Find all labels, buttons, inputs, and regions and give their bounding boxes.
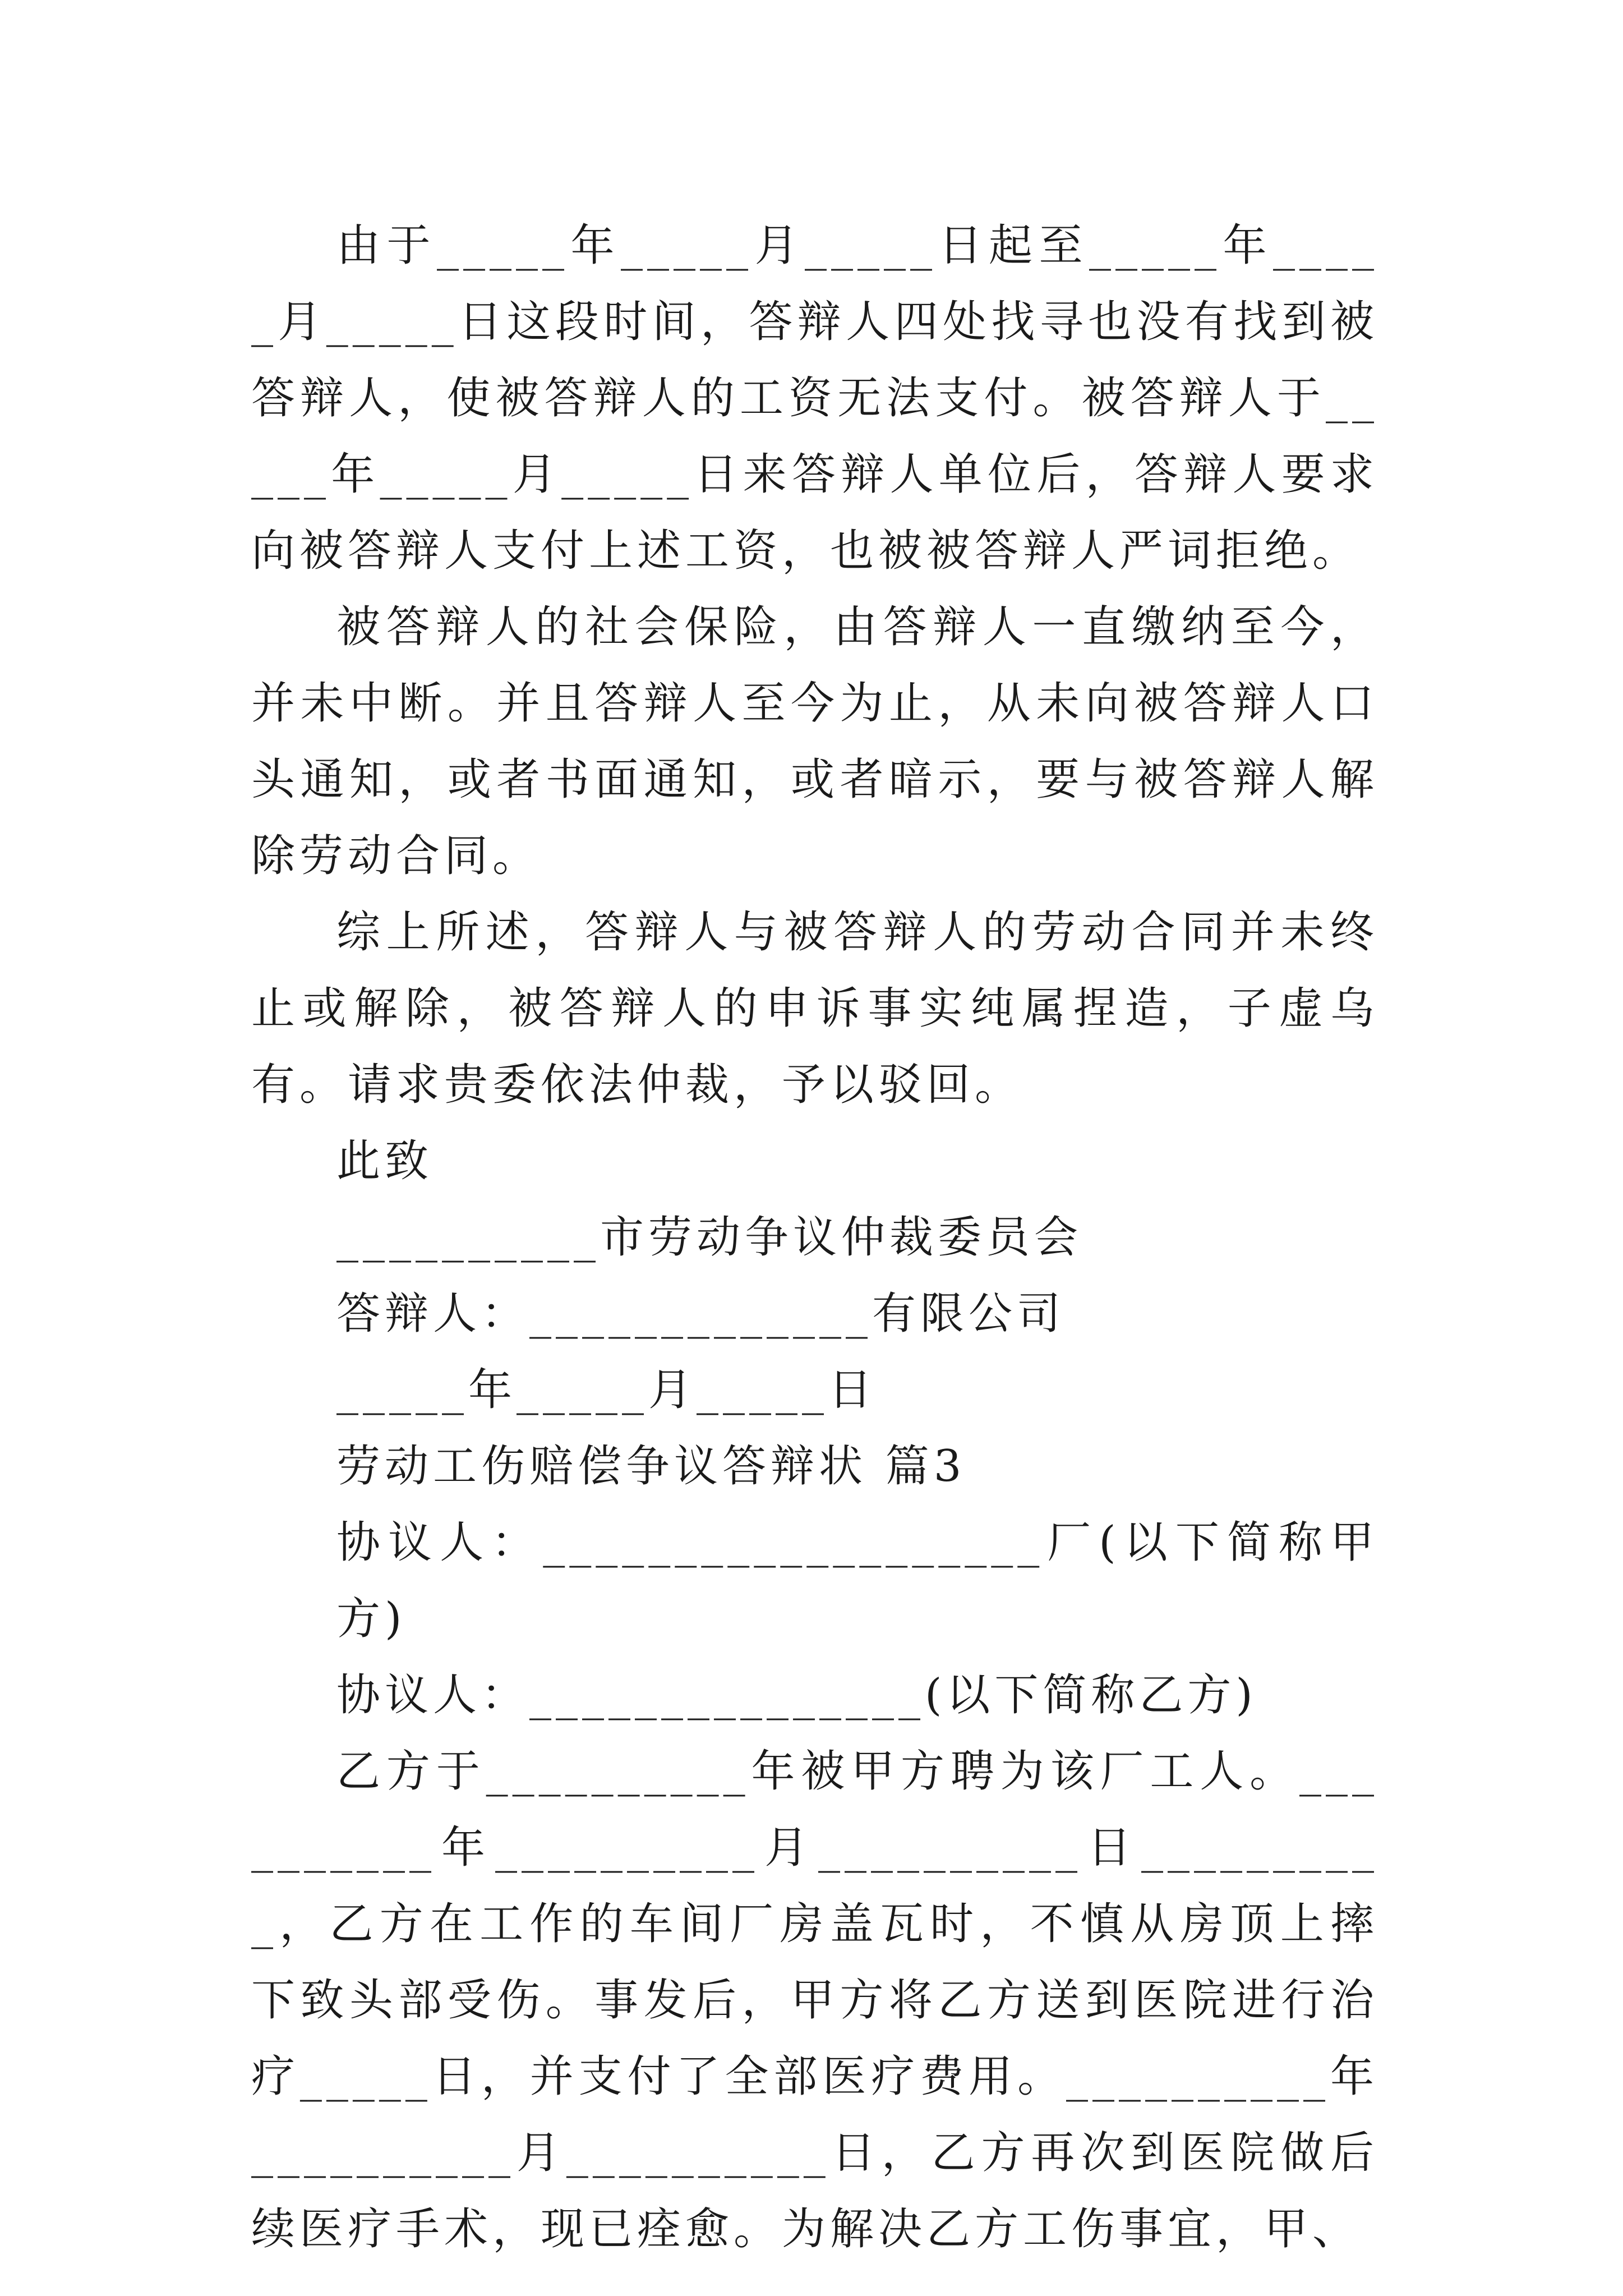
salutation: 此致 — [336, 1136, 434, 1186]
section-heading: 劳动工伤赔偿争议答辩状 篇3 — [336, 1441, 966, 1492]
paragraph-social-insurance: 被答辩人的社会保险，由答辩人一直缴纳至今，并未中断。并且答辩人至今为止，从未向被答辩人口头通知，或者书面通知，或者暗示，要与被答辩人解除劳动合同。 — [251, 602, 1378, 881]
party-b-line: 协议人：_______________(以下简称乙方) — [336, 1670, 1257, 1720]
paragraph-injury-facts: 乙方于__________年被甲方聘为该厂工人。__________年__________月__________日__________，乙方在工作的车间厂房盖瓦时，不慎从房顶上摔下致头部受伤。事发后，甲方将乙方送到医院进行治疗_____日，并支付了全部医疗费用。__________年__________月__________日，乙方再次到医院做后续医疗手术，现已痊愈。为解决乙方工伤事宜，甲、 — [251, 1746, 1378, 2254]
document-page — [251, 208, 1378, 2267]
paragraph-wage-nonpayment: 由于_____年_____月_____日起至_____年_____月_____日这段时间，答辩人四处找寻也没有找到被答辩人，使被答辩人的工资无法支付。被答辩人于_____年_____月_____日来答辩人单位后，答辩人要求向被答辩人支付上述工资，也被被答辩人严词拒绝。 — [251, 220, 1378, 576]
date-line: _____年_____月_____日 — [336, 1365, 877, 1415]
recipient-line: __________市劳动争议仲裁委员会 — [336, 1212, 1083, 1263]
signer-line: 答辩人：_____________有限公司 — [336, 1289, 1066, 1339]
paragraph-conclusion: 综上所述，答辩人与被答辩人的劳动合同并未终止或解除，被答辩人的申诉事实纯属捏造，子虚乌有。请求贵委依法仲裁，予以驳回。 — [251, 907, 1378, 1110]
party-a-line: 协议人：___________________厂(以下简称甲方) — [336, 1517, 1378, 1644]
